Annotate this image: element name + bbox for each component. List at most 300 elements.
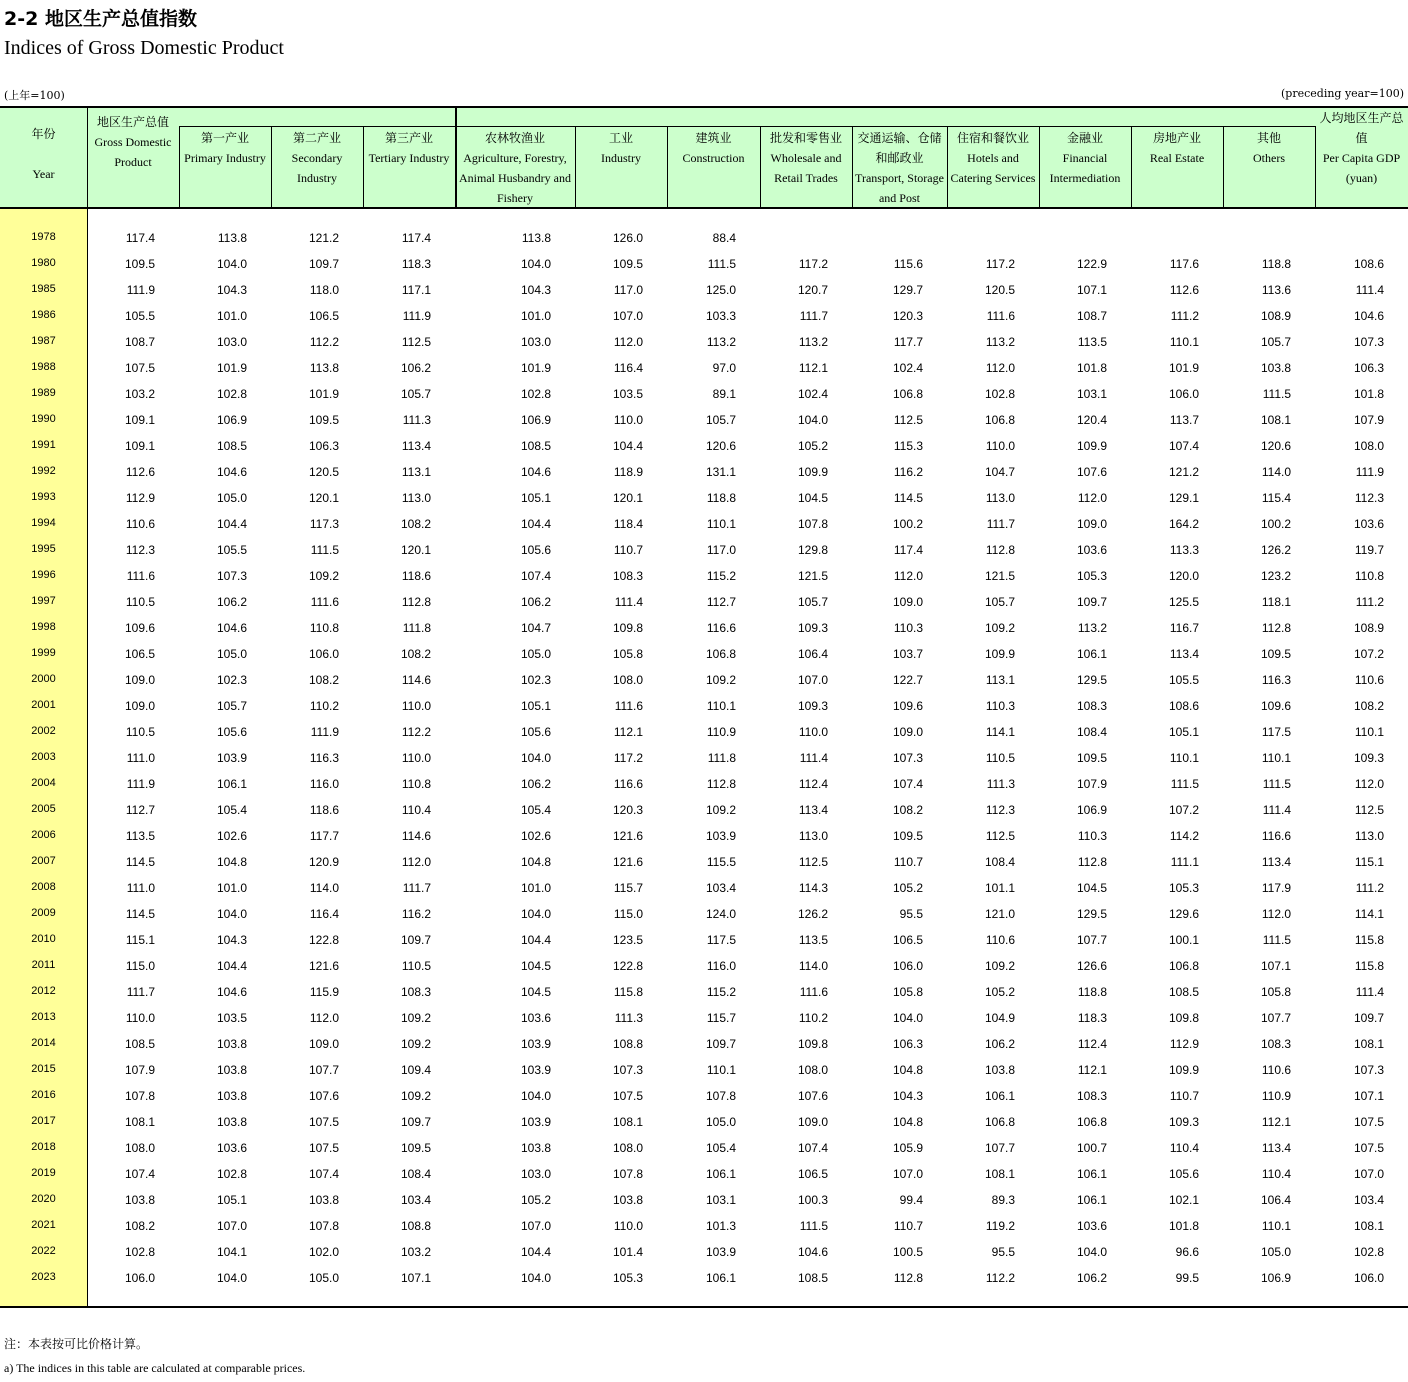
table-row [0,251,1408,277]
value-cell: 106.8 [984,1115,1015,1129]
value-cell: 108.0 [1353,439,1384,453]
table-row [0,407,1408,433]
value-cell: 109.2 [400,1037,431,1051]
table-row [0,1005,1408,1031]
column-header-10 [947,128,1039,188]
value-cell: 117.0 [613,283,643,297]
value-cell: 113.0 [1354,829,1384,843]
column-header-cn: 年份 [31,127,56,141]
value-cell: 109.5 [1260,647,1291,661]
value-cell: 108.0 [797,1063,828,1077]
value-cell: 105.1 [520,491,551,505]
value-cell: 110.4 [1169,1141,1199,1155]
value-cell: 107.8 [797,517,828,531]
column-header-3 [271,128,363,188]
page-title-cn: 2-2 地区生产总值指数 [4,8,197,30]
table-row [0,719,1408,745]
value-cell: 121.6 [612,855,643,869]
value-cell: 103.9 [520,1115,551,1129]
value-cell: 118.8 [1261,257,1291,271]
year-cell: 2011 [31,959,56,971]
table-row [0,823,1408,849]
value-cell: 110.3 [985,699,1015,713]
value-cell: 100.1 [1168,933,1199,947]
value-cell: 110.8 [309,621,339,635]
value-cell: 120.1 [612,491,643,505]
value-cell: 110.0 [613,1219,643,1233]
value-cell: 115.1 [125,933,155,947]
value-cell: 95.5 [991,1245,1015,1259]
value-cell: 109.2 [705,673,736,687]
value-cell: 112.5 [798,855,828,869]
unit-note-cn: (上年=100) [4,89,65,102]
value-cell: 108.2 [308,673,339,687]
value-cell: 114.5 [125,855,155,869]
value-cell: 113.4 [1261,855,1291,869]
column-header-cn: 第三产业 [384,131,433,145]
value-cell: 107.4 [797,1141,828,1155]
value-cell: 108.3 [1076,699,1107,713]
value-cell: 108.2 [400,647,431,661]
year-cell: 2003 [31,751,56,763]
value-cell: 103.2 [124,387,155,401]
value-cell: 120.3 [612,803,643,817]
column-header-12 [1131,128,1223,168]
value-cell: 105.8 [892,985,923,999]
value-cell: 117.4 [125,231,155,245]
value-cell: 101.8 [1353,387,1384,401]
value-cell: 114.0 [1261,465,1291,479]
value-cell: 107.7 [1076,933,1107,947]
table-row [0,433,1408,459]
value-cell: 109.7 [705,1037,736,1051]
value-cell: 112.9 [1169,1037,1199,1051]
table-row [0,1083,1408,1109]
table-row [0,511,1408,537]
value-cell: 105.8 [612,647,643,661]
value-cell: 120.6 [1260,439,1291,453]
column-header-cn: 农林牧渔业 [484,131,545,145]
value-cell: 113.4 [798,803,828,817]
value-cell: 111.5 [799,1219,828,1233]
table-row [0,381,1408,407]
value-cell: 109.2 [984,959,1015,973]
value-cell: 112.9 [125,491,155,505]
year-cell: 1980 [31,257,56,269]
value-cell: 102.8 [1353,1245,1384,1259]
value-cell: 118.9 [613,465,643,479]
value-cell: 103.5 [612,387,643,401]
value-cell: 111.3 [986,777,1015,791]
value-cell: 112.6 [125,465,155,479]
value-cell: 104.7 [520,621,551,635]
value-cell: 107.4 [520,569,551,583]
value-cell: 121.2 [1168,465,1199,479]
value-cell: 105.5 [216,543,247,557]
table-row [0,693,1408,719]
value-cell: 107.4 [308,1167,339,1181]
value-cell: 111.0 [126,751,155,765]
value-cell: 110.5 [125,725,155,739]
value-cell: 104.6 [216,621,247,635]
value-cell: 103.1 [705,1193,736,1207]
column-header-en: Per Capita GDP (yuan) [1322,151,1401,185]
table-row [0,927,1408,953]
value-cell: 104.4 [612,439,643,453]
value-cell: 108.5 [216,439,247,453]
value-cell: 112.0 [1077,491,1107,505]
value-cell: 112.7 [125,803,155,817]
year-cell: 1995 [31,543,56,555]
value-cell: 115.6 [893,257,923,271]
column-header-en: Hotels and Catering Services [950,151,1036,185]
value-cell: 111.6 [310,595,339,609]
value-cell: 110.0 [798,725,828,739]
value-cell: 105.4 [520,803,551,817]
value-cell: 108.9 [1353,621,1384,635]
column-header-8 [760,128,852,188]
value-cell: 113.3 [1169,543,1199,557]
column-header-en: Secondary Industry [291,151,343,185]
value-cell: 120.5 [984,283,1015,297]
value-cell: 106.2 [984,1037,1015,1051]
value-cell: 118.8 [1077,985,1107,999]
header-rule [0,207,1408,209]
value-cell: 121.5 [797,569,828,583]
value-cell: 112.5 [401,335,431,349]
value-cell: 106.0 [124,1271,155,1285]
value-cell: 106.2 [520,595,551,609]
value-cell: 105.1 [1168,725,1199,739]
value-cell: 104.0 [520,1271,551,1285]
value-cell: 103.6 [1353,517,1384,531]
value-cell: 109.3 [797,621,828,635]
value-cell: 126.2 [1260,543,1291,557]
value-cell: 109.9 [1076,439,1107,453]
year-cell: 1992 [31,465,56,477]
value-cell: 102.8 [216,1167,247,1181]
value-cell: 110.4 [1261,1167,1291,1181]
value-cell: 117.1 [401,283,431,297]
value-cell: 102.8 [984,387,1015,401]
value-cell: 103.5 [216,1011,247,1025]
value-cell: 115.4 [1261,491,1291,505]
value-cell: 104.5 [520,959,551,973]
column-header-14 [1315,108,1408,188]
value-cell: 123.2 [1260,569,1291,583]
value-cell: 164.2 [1168,517,1199,531]
value-cell: 103.6 [520,1011,551,1025]
top-rule [0,106,1408,108]
value-cell: 106.9 [1260,1271,1291,1285]
value-cell: 114.6 [401,829,431,843]
value-cell: 108.0 [124,1141,155,1155]
value-cell: 100.5 [892,1245,923,1259]
value-cell: 120.5 [308,465,339,479]
value-cell: 116.0 [309,777,339,791]
value-cell: 113.5 [125,829,155,843]
table-row [0,1031,1408,1057]
value-cell: 112.1 [1077,1063,1107,1077]
value-cell: 108.9 [1260,309,1291,323]
column-header-1 [87,112,179,172]
value-cell: 107.0 [797,673,828,687]
value-cell: 112.2 [309,335,339,349]
value-cell: 104.0 [520,907,551,921]
value-cell: 110.2 [798,1011,828,1025]
value-cell: 107.8 [612,1167,643,1181]
value-cell: 104.8 [892,1063,923,1077]
value-cell: 101.0 [216,309,247,323]
column-header-cn: 第一产业 [200,131,249,145]
column-header-cn: 住宿和餐饮业 [956,131,1029,145]
column-header-en: Primary Industry [184,151,266,165]
value-cell: 109.6 [892,699,923,713]
value-cell: 110.8 [401,777,431,791]
column-header-2 [179,128,271,168]
column-header-en: Wholesale and Retail Trades [770,151,842,185]
footnote-cn: 注：本表按可比价格计算。 [4,1337,149,1351]
year-cell: 2017 [31,1115,56,1127]
value-cell: 110.6 [1261,1063,1291,1077]
value-cell: 109.0 [892,595,923,609]
value-cell: 111.4 [1262,803,1291,817]
value-cell: 107.4 [1168,439,1199,453]
subheader-rule [179,126,1315,127]
year-cell: 2018 [31,1141,56,1153]
value-cell: 109.1 [124,413,155,427]
year-cell: 1990 [31,413,56,425]
table-row [0,1239,1408,1265]
value-cell: 126.6 [1076,959,1107,973]
value-cell: 112.7 [706,595,736,609]
value-cell: 104.6 [520,465,551,479]
value-cell: 88.4 [712,231,736,245]
value-cell: 100.2 [892,517,923,531]
column-header-cn: 工业 [608,131,633,145]
table-row [0,563,1408,589]
value-cell: 110.1 [706,517,736,531]
value-cell: 109.3 [797,699,828,713]
column-header-11 [1039,128,1131,188]
value-cell: 107.2 [1353,647,1384,661]
value-cell: 109.0 [308,1037,339,1051]
year-cell: 2005 [31,803,56,815]
value-cell: 101.3 [705,1219,736,1233]
value-cell: 111.9 [126,283,155,297]
column-header-5 [455,128,575,208]
table-row [0,641,1408,667]
value-cell: 97.0 [712,361,736,375]
value-cell: 100.2 [1260,517,1291,531]
value-cell: 106.1 [216,777,247,791]
value-cell: 105.3 [1168,881,1199,895]
value-cell: 113.2 [798,335,828,349]
value-cell: 107.7 [984,1141,1015,1155]
value-cell: 111.2 [1170,309,1199,323]
value-cell: 107.2 [1168,803,1199,817]
value-cell: 106.9 [520,413,551,427]
value-cell: 110.1 [1169,335,1199,349]
value-cell: 95.5 [899,907,923,921]
value-cell: 105.8 [1260,985,1291,999]
year-cell: 1996 [31,569,56,581]
value-cell: 102.0 [308,1245,339,1259]
value-cell: 106.0 [892,959,923,973]
value-cell: 109.7 [400,933,431,947]
value-cell: 107.6 [308,1089,339,1103]
value-cell: 129.5 [1076,907,1107,921]
value-cell: 107.8 [308,1219,339,1233]
value-cell: 106.2 [1076,1271,1107,1285]
column-header-en: Gross Domestic Product [94,135,172,169]
value-cell: 108.5 [797,1271,828,1285]
value-cell: 99.4 [899,1193,923,1207]
value-cell: 109.9 [984,647,1015,661]
value-cell: 115.3 [893,439,923,453]
value-cell: 104.3 [216,283,247,297]
year-cell: 2016 [31,1089,56,1101]
value-cell: 107.0 [892,1167,923,1181]
value-cell: 110.8 [1354,569,1384,583]
value-cell: 114.1 [1354,907,1384,921]
value-cell: 116.6 [1261,829,1291,843]
value-cell: 104.3 [520,283,551,297]
year-cell: 2020 [31,1193,56,1205]
value-cell: 104.4 [520,1245,551,1259]
value-cell: 105.0 [216,647,247,661]
value-cell: 109.0 [124,699,155,713]
year-cell: 1985 [31,283,56,295]
value-cell: 103.3 [705,309,736,323]
value-cell: 104.6 [216,985,247,999]
value-cell: 120.9 [308,855,339,869]
value-cell: 89.3 [991,1193,1015,1207]
value-cell: 113.0 [985,491,1015,505]
value-cell: 111.3 [614,1011,643,1025]
value-cell: 107.4 [892,777,923,791]
value-cell: 129.5 [1076,673,1107,687]
value-cell: 109.5 [1076,751,1107,765]
value-cell: 104.8 [216,855,247,869]
value-cell: 107.9 [1076,777,1107,791]
value-cell: 110.7 [893,855,923,869]
value-cell: 101.9 [1168,361,1199,375]
value-cell: 107.3 [612,1063,643,1077]
value-cell: 103.8 [308,1193,339,1207]
value-cell: 103.8 [984,1063,1015,1077]
value-cell: 111.5 [310,543,339,557]
value-cell: 103.8 [520,1141,551,1155]
column-header-cn: 批发和零售业 [769,131,842,145]
value-cell: 101.8 [1168,1219,1199,1233]
value-cell: 105.7 [984,595,1015,609]
value-cell: 102.4 [797,387,828,401]
value-cell: 116.0 [706,959,736,973]
table-row [0,979,1408,1005]
value-cell: 122.8 [308,933,339,947]
value-cell: 114.0 [309,881,339,895]
value-cell: 120.6 [705,439,736,453]
value-cell: 103.6 [1076,543,1107,557]
value-cell: 108.5 [1168,985,1199,999]
value-cell: 117.3 [309,517,339,531]
value-cell: 103.8 [1260,361,1291,375]
value-cell: 108.4 [400,1167,431,1181]
value-cell: 105.2 [797,439,828,453]
column-header-en: Construction [682,151,745,165]
value-cell: 106.2 [400,361,431,375]
value-cell: 112.8 [706,777,736,791]
value-cell: 111.8 [402,621,431,635]
value-cell: 109.9 [1168,1063,1199,1077]
column-header-en: Transport, Storage and Post [855,171,944,205]
column-header-7 [667,128,760,168]
value-cell: 105.7 [400,387,431,401]
value-cell: 123.5 [612,933,643,947]
value-cell: 111.6 [126,569,155,583]
value-cell: 125.0 [705,283,736,297]
column-header-en: Agriculture, Forestry, Animal Husbandry and Fishery [459,151,571,205]
value-cell: 109.9 [797,465,828,479]
value-cell: 110.6 [985,933,1015,947]
value-cell: 107.3 [216,569,247,583]
value-cell: 111.4 [614,595,643,609]
value-cell: 101.8 [1076,361,1107,375]
value-cell: 111.7 [126,985,155,999]
value-cell: 108.8 [612,1037,643,1051]
unit-note-en: (preceding year=100) [1281,87,1404,100]
value-cell: 108.0 [612,1141,643,1155]
value-cell: 106.0 [1353,1271,1384,1285]
value-cell: 107.5 [612,1089,643,1103]
value-cell: 116.6 [706,621,736,635]
value-cell: 110.0 [125,1011,155,1025]
value-cell: 104.5 [797,491,828,505]
table-row [0,615,1408,641]
value-cell: 121.5 [984,569,1015,583]
value-cell: 109.1 [124,439,155,453]
table-row [0,1265,1408,1291]
value-cell: 113.0 [798,829,828,843]
value-cell: 111.3 [402,413,431,427]
value-cell: 113.6 [1261,283,1291,297]
value-cell: 121.6 [612,829,643,843]
value-cell: 103.1 [1076,387,1107,401]
table-row [0,1057,1408,1083]
value-cell: 111.5 [1262,387,1291,401]
value-cell: 109.2 [308,569,339,583]
value-cell: 113.7 [1169,413,1199,427]
value-cell: 114.1 [985,725,1015,739]
table-row [0,1135,1408,1161]
table-row [0,901,1408,927]
value-cell: 108.3 [1260,1037,1291,1051]
value-cell: 108.1 [1260,413,1291,427]
year-cell: 1986 [31,309,56,321]
table-row [0,329,1408,355]
value-cell: 106.1 [705,1167,736,1181]
value-cell: 110.1 [1261,751,1291,765]
value-cell: 110.0 [985,439,1015,453]
column-header-cn: 其他 [1256,131,1281,145]
year-cell: 1978 [31,231,56,243]
value-cell: 105.0 [520,647,551,661]
value-cell: 111.5 [707,257,736,271]
value-cell: 116.4 [613,361,643,375]
value-cell: 104.3 [892,1089,923,1103]
value-cell: 107.5 [124,361,155,375]
